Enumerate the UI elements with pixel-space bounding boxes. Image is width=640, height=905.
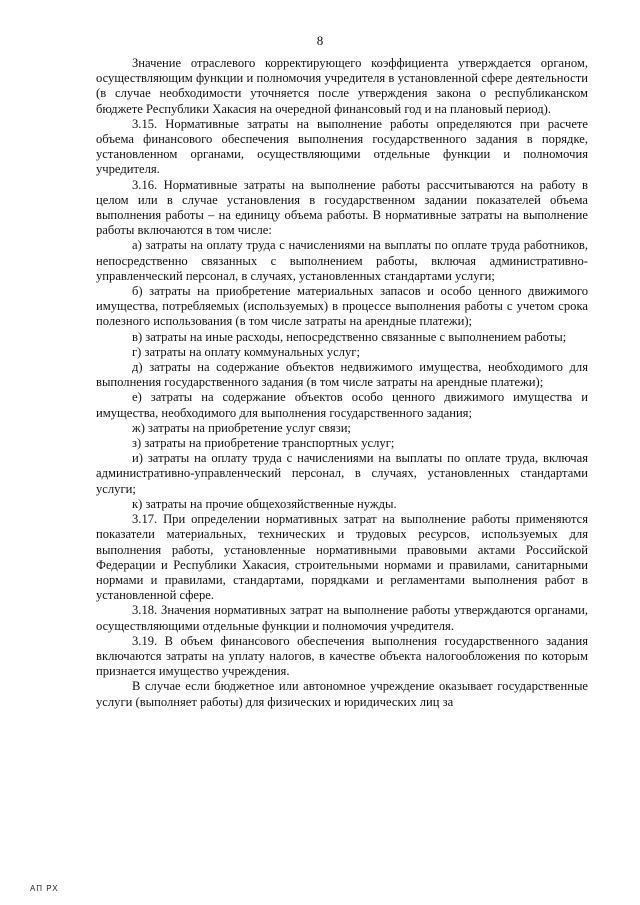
list-item-v: в) затраты на иные расходы, непосредственно связанные с выполнением работы; <box>132 329 567 344</box>
list-item-z: з) затраты на приобретение транспортных услуг; <box>132 436 395 451</box>
list-item-i: и) затраты на оплату труда с начислениями на выплаты по оплате труда, включая административно-управленческий персонал, в случаях, установленных стандартами услуги; <box>96 451 588 496</box>
paragraph-3-16: 3.16. Нормативные затраты на выполнение работы рассчитываются на работу в целом или в случае установления в государственном задании показателей объема выполнения работы – на единицу объема работы. В нормативные затраты на выполнение работы включаются в том числе: <box>96 177 588 238</box>
paragraph-3-17: 3.17. При определении нормативных затрат на выполнение работы применяются показатели материальных, технических и трудовых ресурсов, используемых для выполнения работы, установленные нормативными правовыми актами Российской Федерации и Республики Хакасия, строительными нормами и правилами, санитарными нормами и правилами, стандартами, порядками и регламентами выполнения работ в установленной сфере. <box>96 512 588 603</box>
paragraph-3-19: 3.19. В объем финансового обеспечения выполнения государственного задания включаются затраты на уплату налогов, в качестве объекта налогообложения по которым признается имущество учреждения. <box>96 633 588 679</box>
list-item-d: д) затраты на содержание объектов недвижимого имущества, необходимого для выполнения государственного задания (в том числе затраты на арендные платежи); <box>96 360 588 390</box>
list-item-a: а) затраты на оплату труда с начислениями на выплаты по оплате труда работников, непосредственно связанных с выполнением работы, включая административно-управленческий персонал, в случаях, установленных стандартами услуги; <box>96 238 588 283</box>
list-item-g: г) затраты на оплату коммунальных услуг; <box>132 344 360 359</box>
paragraph-3-18: 3.18. Значения нормативных затрат на выполнение работы утверждаются органами, осуществляющими отдельные функции и полномочия учредителя. <box>96 603 588 633</box>
list-item-b: б) затраты на приобретение материальных запасов и особо ценного движимого имущества, потребляемых (используемых) в процессе выполнения работы с учетом срока полезного использования (в том числе затраты на арендные платежи); <box>96 284 588 329</box>
paragraph-3-15: 3.15. Нормативные затраты на выполнение работы определяются при расчете объема финансового обеспечения выполнения государственного задания в порядке, установленном органами, осуществляющими отдельные функции и полномочия учредителя. <box>96 116 588 177</box>
document-body <box>96 56 588 710</box>
list-item-k: к) затраты на прочие общехозяйственные нужды. <box>132 496 397 511</box>
list-item-e: е) затраты на содержание объектов особо ценного движимого имущества и имущества, необходимого для выполнения государственного задания; <box>96 390 588 420</box>
list-item-zh: ж) затраты на приобретение услуг связи; <box>132 420 351 435</box>
paragraph-coefficient-approval: Значение отраслевого корректирующего коэффициента утверждается органом, осуществляющим функции и полномочия учредителя в установленной сфере деятельности (в случае необходимости уточняется после утверждения закона о республиканском бюджете Республики Хакасия на очередной финансовый год и на плановый период). <box>96 56 588 116</box>
paragraph-continuation: В случае если бюджетное или автономное учреждение оказывает государственные услуги (выполняет работы) для физических и юридических лиц за <box>96 679 588 709</box>
page-number: 8 <box>316 33 324 48</box>
footer-mark: АП РХ <box>30 884 59 893</box>
